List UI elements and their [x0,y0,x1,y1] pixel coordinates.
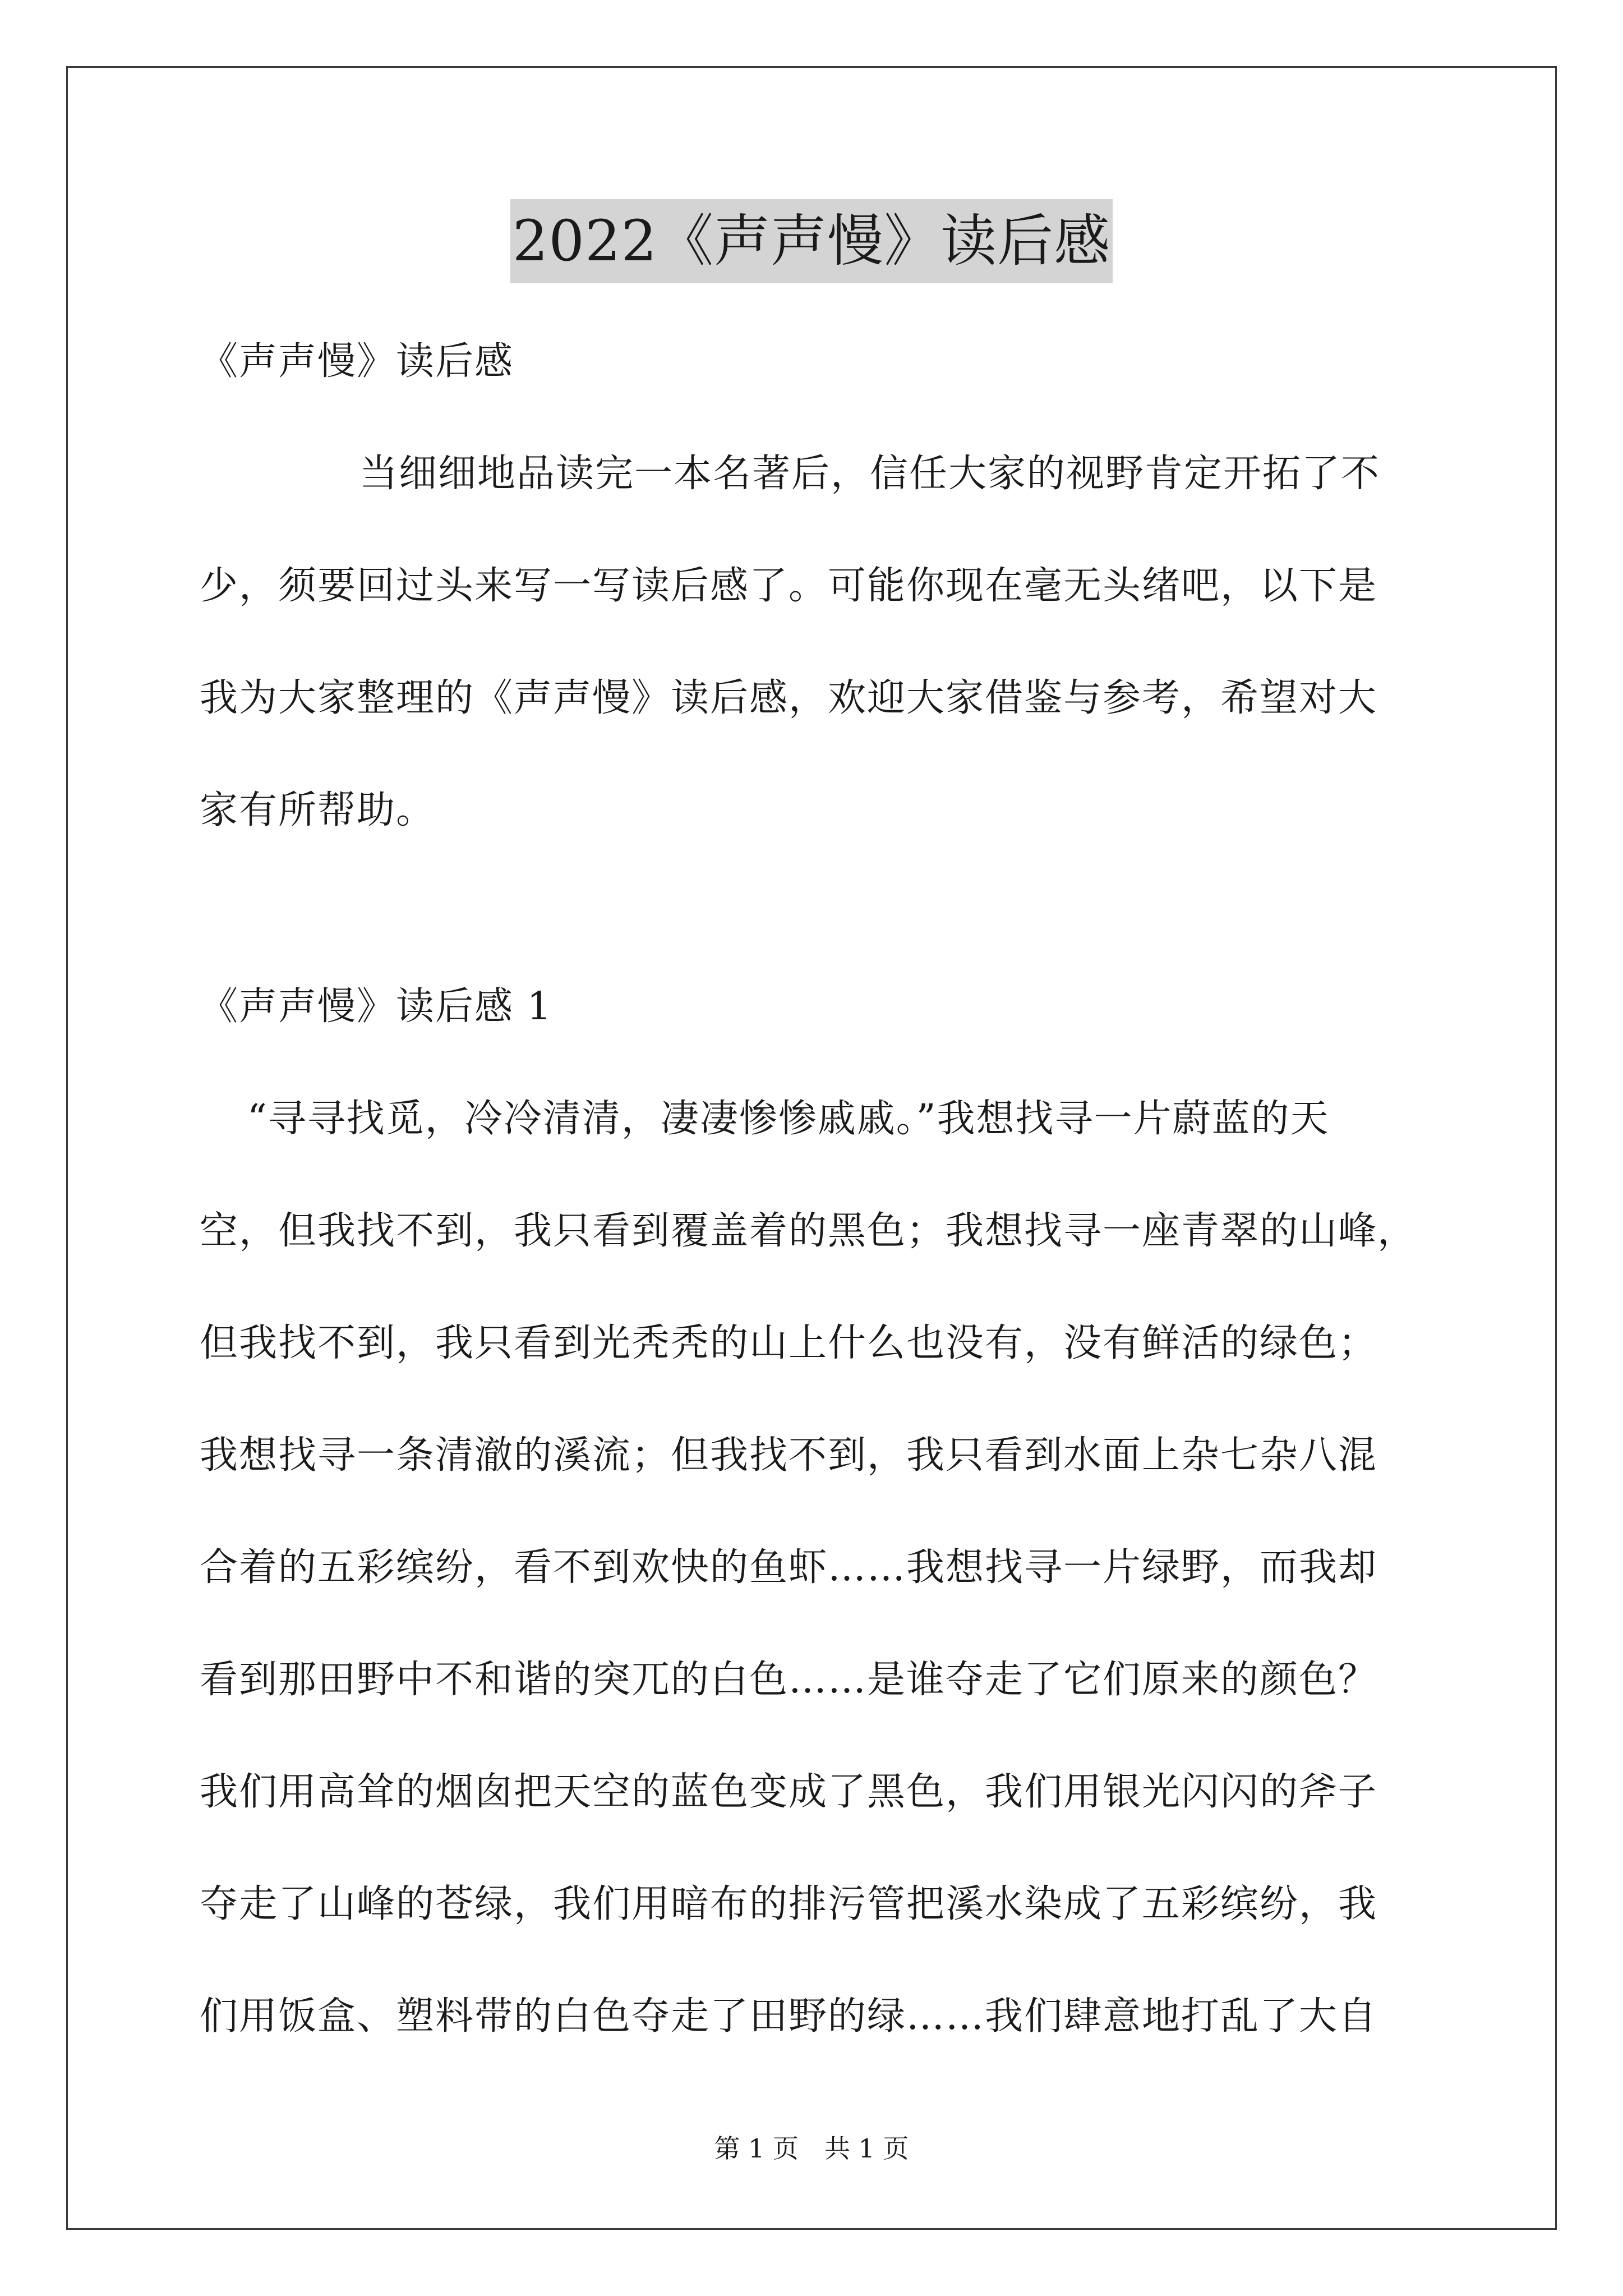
page-footer: 第 1 页 共 1 页 [714,2133,909,2164]
section-heading: 《声声慢》读后感 [200,339,514,384]
paragraph-line: 当细细地品读完一本名著后，信任大家的视野肯定开拓了不 [359,452,1381,496]
paragraph-line: 我为大家整理的《声声慢》读后感，欢迎大家借鉴与参考，希望对大 [200,676,1378,720]
paragraph-line: 我们用高耸的烟囱把天空的蓝色变成了黑色，我们用银光闪闪的斧子 [200,1770,1378,1814]
section-heading: 《声声慢》读后感 1 [200,984,552,1029]
paragraph-line: 我想找寻一条清澈的溪流；但我找不到，我只看到水面上杂七杂八混 [200,1433,1378,1478]
paragraph-line: “寻寻找觅，冷冷清清，凄凄惨惨戚戚。”我想找寻一片蔚蓝的天 [247,1097,1330,1141]
paragraph-line: 夺走了山峰的苍绿，我们用暗布的排污管把溪水染成了五彩缤纷，我 [200,1882,1378,1926]
paragraph-line: 合着的五彩缤纷，看不到欢快的鱼虾……我想找寻一片绿野，而我却 [200,1545,1378,1590]
paragraph-line: 但我找不到，我只看到光秃秃的山上什么也没有，没有鲜活的绿色； [200,1321,1378,1365]
paragraph-line: 看到那田野中不和谐的突兀的白色……是谁夺走了它们原来的颜色？ [200,1658,1378,1702]
paragraph-line: 空，但我找不到，我只看到覆盖着的黑色；我想找寻一座青翠的山峰， [200,1209,1417,1253]
document-title: 2022《声声慢》读后感 [510,199,1113,283]
paragraph-line: 家有所帮助。 [200,788,436,832]
paragraph-gap [200,867,1433,951]
paragraph-line: 们用饭盒、塑料带的白色夺走了田野的绿……我们肆意地打乱了大自 [200,1994,1378,2039]
document-body [200,306,1433,2073]
paragraph-line: 少，须要回过头来写一写读后感了。可能你现在毫无头绪吧，以下是 [200,564,1378,608]
title-container [0,199,1623,283]
